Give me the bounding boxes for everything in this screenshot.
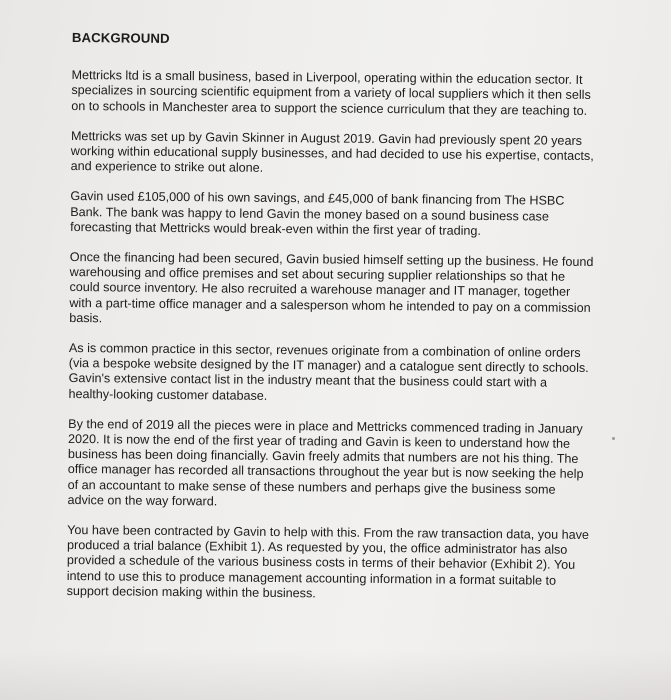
- section-heading: BACKGROUND: [71, 30, 170, 46]
- paragraph-setup: Once the financing had been secured, Gavin busied himself setting up the business. He found warehousing and office premises and set about securing supplier relationships so that he could source inventory. He also recruited a warehouse manager and IT manager, together with a part-time office manager and a salesperson whom he intended to pay on a commission basis.: [69, 250, 594, 326]
- paragraph-engagement: You have been contracted by Gavin to help with this. From the raw transaction data, you have produced a trial balance (Exhibit 1). As requested by you, the office administrator has also provided a schedule of the various business costs in terms of their behavior (Exhibit 2). You intend to use this to produce management accounting information in a format suitable to support decision making within the business.: [66, 523, 590, 601]
- paragraph-revenues: As is common practice in this sector, revenues originate from a combination of online orders (via a bespoke website designed by the IT manager) and a catalogue sent directly to schools. Gavin's extensive contact list in the industry meant that the business could start with a healthy-looking customer database.: [68, 341, 589, 403]
- paragraph-financing: Gavin used £105,000 of his own savings, and £45,000 of bank financing from The HSBC Bank. The bank was happy to lend Gavin the money based on a sound business case forecasting that Mettricks would break-even within the first year of trading.: [70, 189, 565, 238]
- paragraph-company-overview: Mettricks ltd is a small business, based in Liverpool, operating within the education sector. It specializes in sourcing scientific equipment from a variety of local suppliers which it then sells on to schools in Manchester area to support the science curriculum that they are teaching to.: [71, 68, 591, 118]
- paper-speck: [612, 437, 615, 440]
- document-body: [66, 30, 596, 619]
- paragraph-trading-start: By the end of 2019 all the pieces were in place and Mettricks commenced trading in January 2020. It is now the end of the first year of trading and Gavin is keen to understand how the business has been doing financially. Gavin freely admits that numbers are not his thing. The office manager has recorded all transactions throughout the year but is now seeking the help of an accountant to make sense of these numbers and perhaps give the business some advice on the way forward.: [67, 416, 584, 509]
- paragraph-founder: Mettricks was set up by Gavin Skinner in August 2019. Gavin had previously spent 20 years working within educational supply businesses, and had decided to use his expertise, contacts, and experience to strike out alone.: [70, 128, 594, 176]
- page-shadow: [0, 650, 671, 700]
